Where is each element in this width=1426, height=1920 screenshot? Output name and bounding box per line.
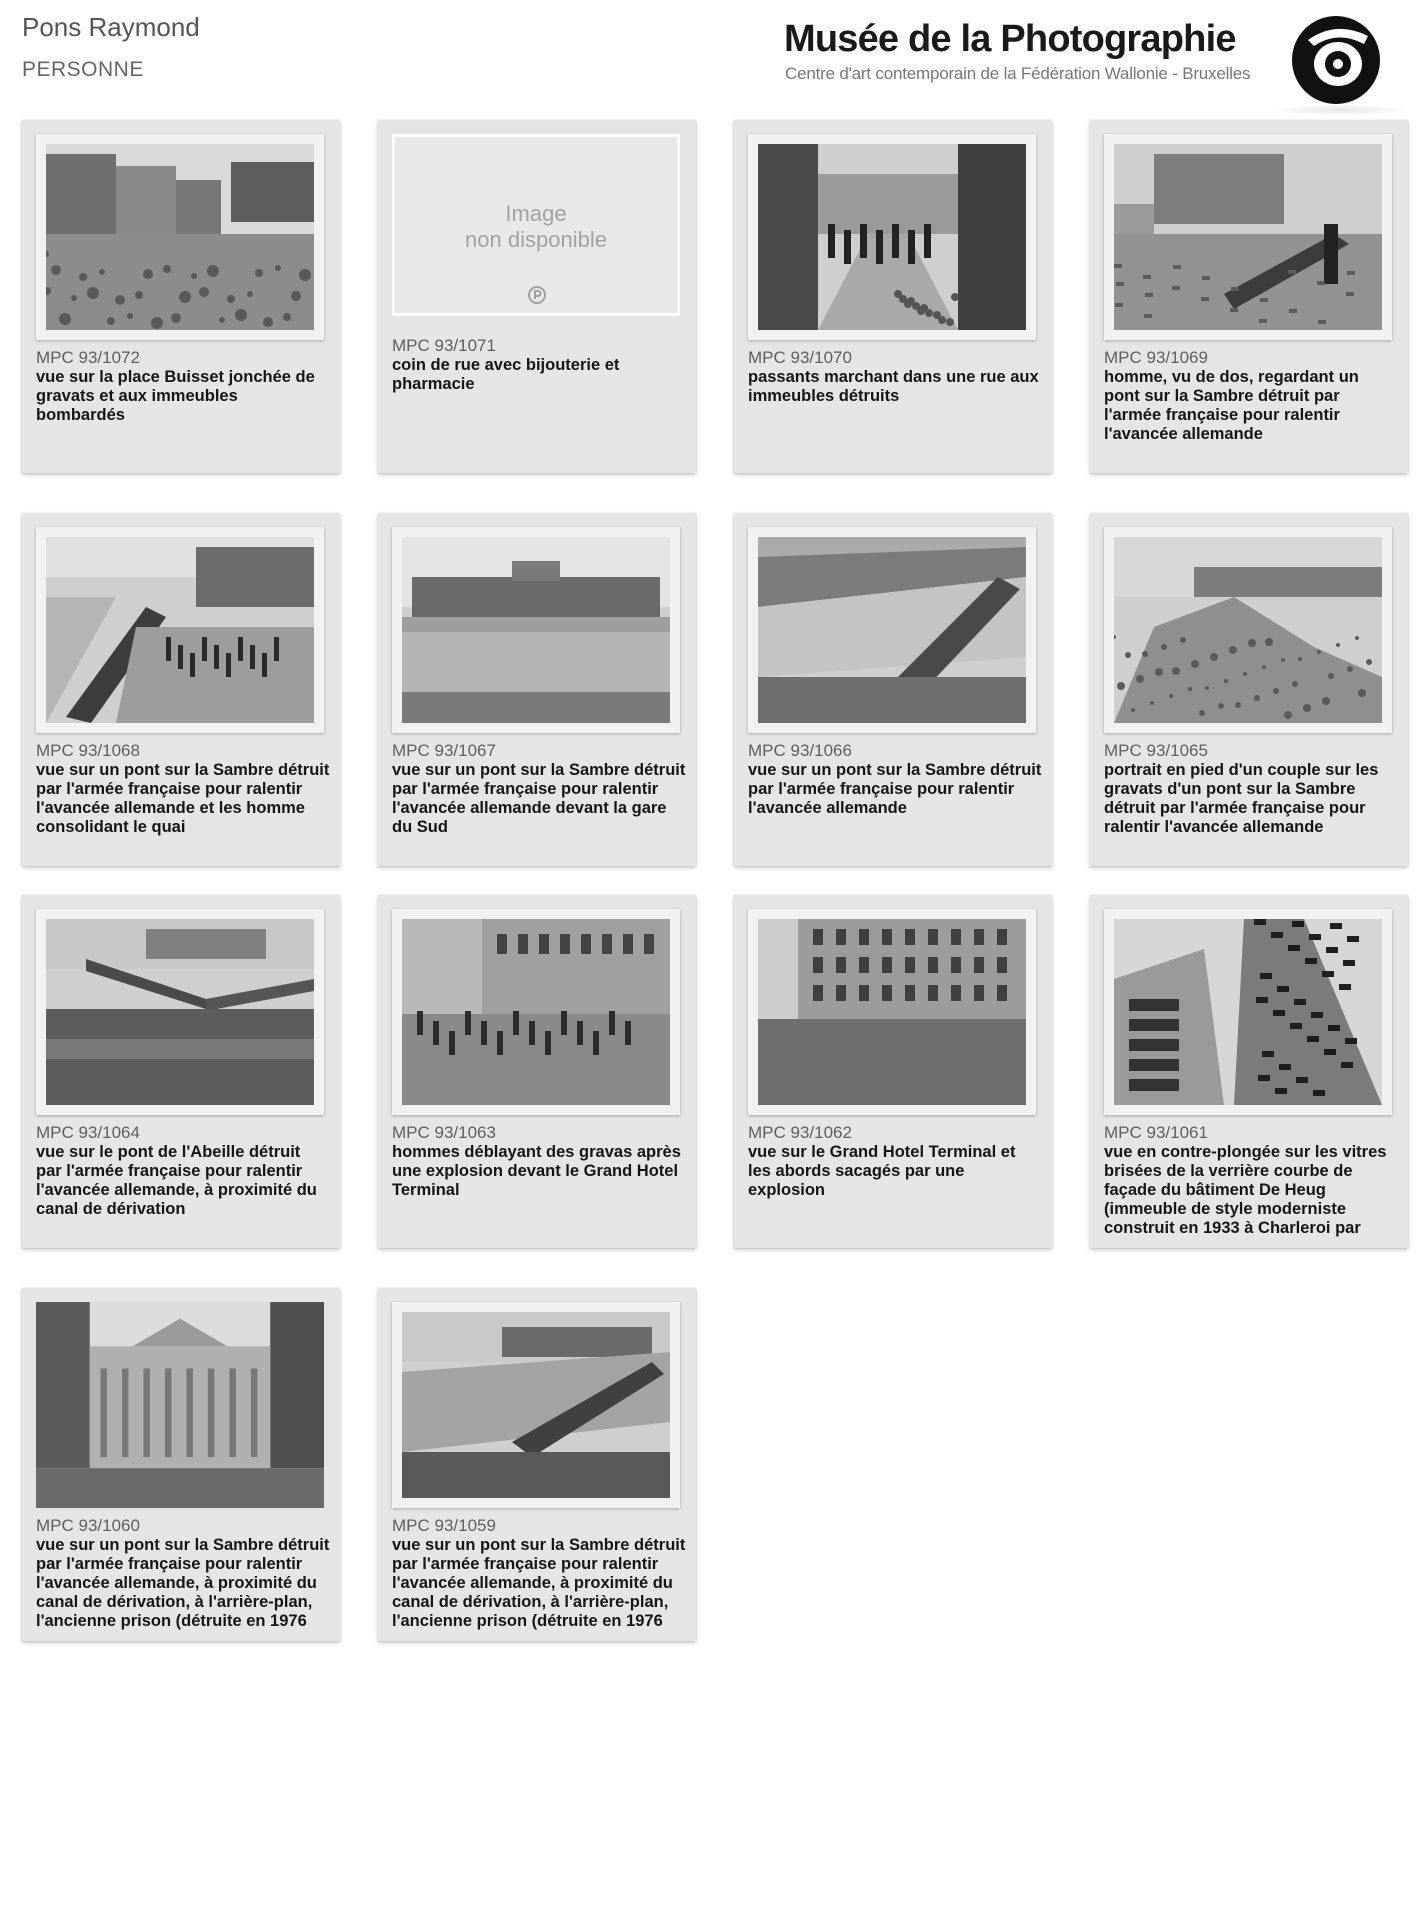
result-card[interactable] — [378, 1288, 696, 1641]
photo-image — [758, 919, 1026, 1105]
card-reference-id: MPC 93/1071 — [392, 336, 496, 355]
card-reference-id: MPC 93/1067 — [392, 741, 496, 760]
card-title[interactable]: vue sur un pont sur la Sambre détruit par l'armée française pour ralentir l'avancée allemande devant la gare du Sud — [392, 761, 686, 836]
unavailable-line2: non disponible — [465, 227, 607, 252]
card-reference-id: MPC 93/1068 — [36, 741, 140, 760]
card-title[interactable]: vue sur un pont sur la Sambre détruit par l'armée française pour ralentir l'avancée allemande, à proximité du canal de dérivation, à l'arrière-plan, l'ancienne prison (détruite en 1976 — [392, 1536, 686, 1630]
card-reference-id: MPC 93/1065 — [1104, 741, 1208, 760]
photo-image — [46, 919, 314, 1105]
result-card[interactable] — [1090, 513, 1408, 866]
card-reference-id: MPC 93/1059 — [392, 1516, 496, 1535]
result-card[interactable] — [1090, 120, 1408, 473]
photo-image — [1114, 537, 1382, 723]
photo-image — [46, 537, 314, 723]
photo-image — [402, 1312, 670, 1498]
card-title[interactable]: vue sur le Grand Hotel Terminal et les abords sacagés par une explosion — [748, 1143, 1016, 1199]
card-title[interactable]: coin de rue avec bijouterie et pharmacie — [392, 356, 620, 393]
photo-thumbnail[interactable] — [748, 134, 1036, 340]
unavailable-text — [395, 201, 677, 253]
person-name: Pons Raymond — [22, 12, 200, 42]
result-card[interactable] — [734, 895, 1052, 1248]
image-unavailable-placeholder[interactable] — [392, 134, 680, 316]
card-reference-id: MPC 93/1063 — [392, 1123, 496, 1142]
photo-thumbnail[interactable] — [392, 1302, 680, 1508]
photo-thumbnail[interactable] — [1104, 909, 1392, 1115]
photo-thumbnail[interactable] — [36, 1302, 324, 1508]
result-card[interactable] — [22, 895, 340, 1248]
card-title[interactable]: vue sur un pont sur la Sambre détruit par l'armée française pour ralentir l'avancée allemande, à proximité du canal de dérivation, à l'arrière-plan, l'ancienne prison (détruite en 1976 — [36, 1536, 330, 1630]
card-title[interactable]: vue sur le pont de l'Abeille détruit par l'armée française pour ralentir l'avancée allemande, à proximité du canal de dérivation — [36, 1143, 317, 1218]
photo-image — [758, 144, 1026, 330]
photo-image — [36, 1302, 324, 1508]
photo-thumbnail[interactable] — [36, 527, 324, 733]
card-title[interactable]: portrait en pied d'un couple sur les gravats d'un pont sur la Sambre détruit par l'armée française pour ralentir l'avancée allemande — [1104, 761, 1379, 836]
result-card[interactable] — [378, 513, 696, 866]
card-reference-id: MPC 93/1061 — [1104, 1123, 1208, 1142]
photo-thumbnail[interactable] — [1104, 134, 1392, 340]
card-reference-id: MPC 93/1066 — [748, 741, 852, 760]
person-type-label: PERSONNE — [22, 58, 144, 81]
photo-image — [402, 919, 670, 1105]
photo-thumbnail[interactable] — [36, 909, 324, 1115]
card-title[interactable]: hommes déblayant des gravas après une explosion devant le Grand Hotel Terminal — [392, 1143, 681, 1199]
result-card[interactable] — [378, 120, 696, 473]
photo-image — [402, 537, 670, 723]
result-card[interactable] — [734, 513, 1052, 866]
card-title[interactable]: vue sur un pont sur la Sambre détruit par l'armée française pour ralentir l'avancée allemande — [748, 761, 1042, 817]
result-card[interactable] — [734, 120, 1052, 473]
card-reference-id: MPC 93/1060 — [36, 1516, 140, 1535]
card-title[interactable]: vue sur la place Buisset jonchée de gravats et aux immeubles bombardés — [36, 368, 315, 424]
result-card[interactable] — [1090, 895, 1408, 1248]
photo-thumbnail[interactable] — [36, 134, 324, 340]
card-title[interactable]: vue en contre-plongée sur les vitres brisées de la verrière courbe de façade du bâtiment De Heug (immeuble de style moderniste construit en 1933 à Charleroi par — [1104, 1143, 1387, 1237]
museum-subtitle: Centre d'art contemporain de la Fédération Wallonie - Bruxelles — [785, 64, 1251, 83]
photo-image — [758, 537, 1026, 723]
result-card[interactable] — [22, 1288, 340, 1641]
photo-thumbnail[interactable] — [392, 909, 680, 1115]
card-reference-id: MPC 93/1062 — [748, 1123, 852, 1142]
card-reference-id: MPC 93/1070 — [748, 348, 852, 367]
card-reference-id: MPC 93/1069 — [1104, 348, 1208, 367]
result-card[interactable] — [378, 895, 696, 1248]
photo-image — [1114, 144, 1382, 330]
museum-title[interactable]: Musée de la Photographie — [784, 18, 1236, 60]
card-reference-id: MPC 93/1072 — [36, 348, 140, 367]
card-title[interactable]: homme, vu de dos, regardant un pont sur la Sambre détruit par l'armée française pour ralentir l'avancée allemande — [1104, 368, 1359, 443]
result-card[interactable] — [22, 513, 340, 866]
card-title[interactable]: passants marchant dans une rue aux immeubles détruits — [748, 368, 1039, 405]
card-reference-id: MPC 93/1064 — [36, 1123, 140, 1142]
card-title[interactable]: vue sur un pont sur la Sambre détruit par l'armée française pour ralentir l'avancée allemande et les homme consolidant le quai — [36, 761, 330, 836]
unavailable-line1: Image — [505, 201, 567, 226]
photo-image — [1114, 919, 1382, 1105]
photo-thumbnail[interactable] — [748, 909, 1036, 1115]
result-card[interactable] — [22, 120, 340, 473]
photo-image — [46, 144, 314, 330]
photo-thumbnail[interactable] — [392, 527, 680, 733]
pictural-logo-icon — [527, 285, 547, 305]
photo-thumbnail[interactable] — [1104, 527, 1392, 733]
photo-thumbnail[interactable] — [748, 527, 1036, 733]
